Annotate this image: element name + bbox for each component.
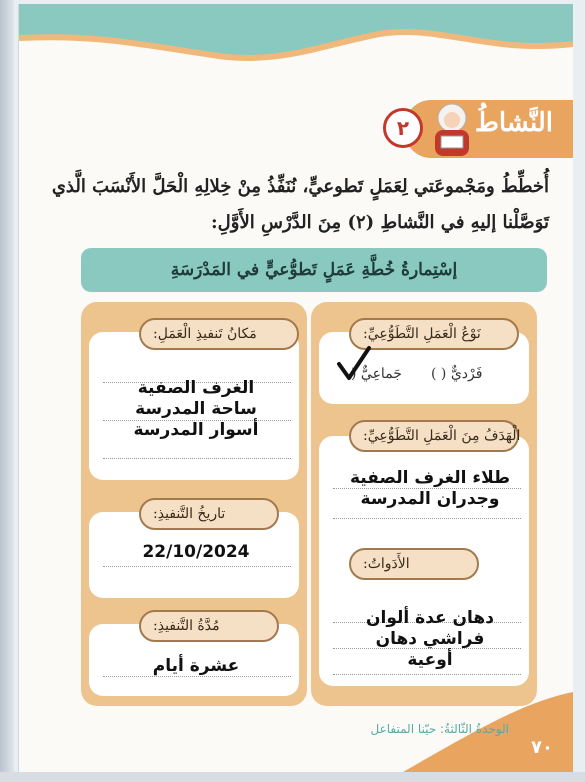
instruction-line-2: تَوَصَّلْنا إليهِ في النَّشاطِ (٢) مِنَ الدَّرْسِ الأَوَّلِ:	[211, 212, 549, 233]
activity-title: النَّشاطُ	[474, 108, 553, 138]
girl-reading-icon	[427, 100, 477, 160]
left-column-panel	[81, 302, 307, 706]
place-answer-2: ساحة المدرسة	[135, 399, 257, 419]
duration-answer: عشرة أيام	[152, 656, 240, 676]
page-number: ٧٠	[531, 737, 553, 758]
book-spine-shadow	[0, 0, 14, 782]
activity-number: ٢	[383, 108, 423, 148]
goal-answer-1: طلاء الغرف الصفية	[349, 468, 511, 488]
check-mark-icon	[335, 344, 373, 382]
date-label: تاريخُ التَّنفيذِ:	[139, 498, 279, 530]
type-label: نَوْعُ الْعَمَلِ التَّطَوُّعِيِّ:	[349, 318, 519, 350]
option-individual: فَرْديٌّ ( )	[431, 366, 483, 382]
goal-label: الْهَدَفُ مِنَ الْعَمَلِ التَّطَوُّعِيِّ:	[349, 420, 519, 452]
date-answer: 22/10/2024	[142, 542, 250, 562]
header-wave	[19, 4, 573, 104]
page	[18, 4, 573, 772]
place-answer-1: الغرف الصفية	[137, 378, 255, 398]
dotted-line	[103, 566, 291, 567]
tools-answer-3: أوعية	[407, 650, 453, 670]
place-label: مَكانُ تَنفيذِ الْعَمَلِ:	[139, 318, 299, 350]
dotted-line	[333, 674, 521, 675]
goal-answer-2: وجدران المدرسة	[360, 489, 500, 509]
instruction-line-1: أُخطِّطُ ومَجْموعَتي لِعَمَلٍ تَطوعيٍّ، نُنَفِّذُ مِنْ خِلالِهِ الْحَلَّ الأَنْسَبَ الَّذي	[51, 176, 549, 197]
dotted-line	[333, 518, 521, 519]
dotted-line	[103, 458, 291, 459]
tools-label: الأَدَواتُ:	[349, 548, 479, 580]
page-bottom-edge	[0, 772, 585, 782]
form-title: إسْتِمارةُ خُطَّةِ عَمَلٍ تَطوُّعيٍّ في المَدْرَسَةِ	[81, 248, 547, 292]
duration-label: مُدَّةُ التَّنفيذِ:	[139, 610, 279, 642]
option-group: جَماعِيٌّ (	[351, 366, 402, 382]
place-answer-3: أسوار المدرسة	[133, 420, 259, 440]
unit-title: الوحدةُ الثّالثةُ: حيّنا المتفاعل	[370, 722, 509, 736]
tools-answer-1: دهان عدة ألوان	[366, 608, 494, 628]
tools-answer-2: فراشي دهان	[375, 629, 485, 649]
